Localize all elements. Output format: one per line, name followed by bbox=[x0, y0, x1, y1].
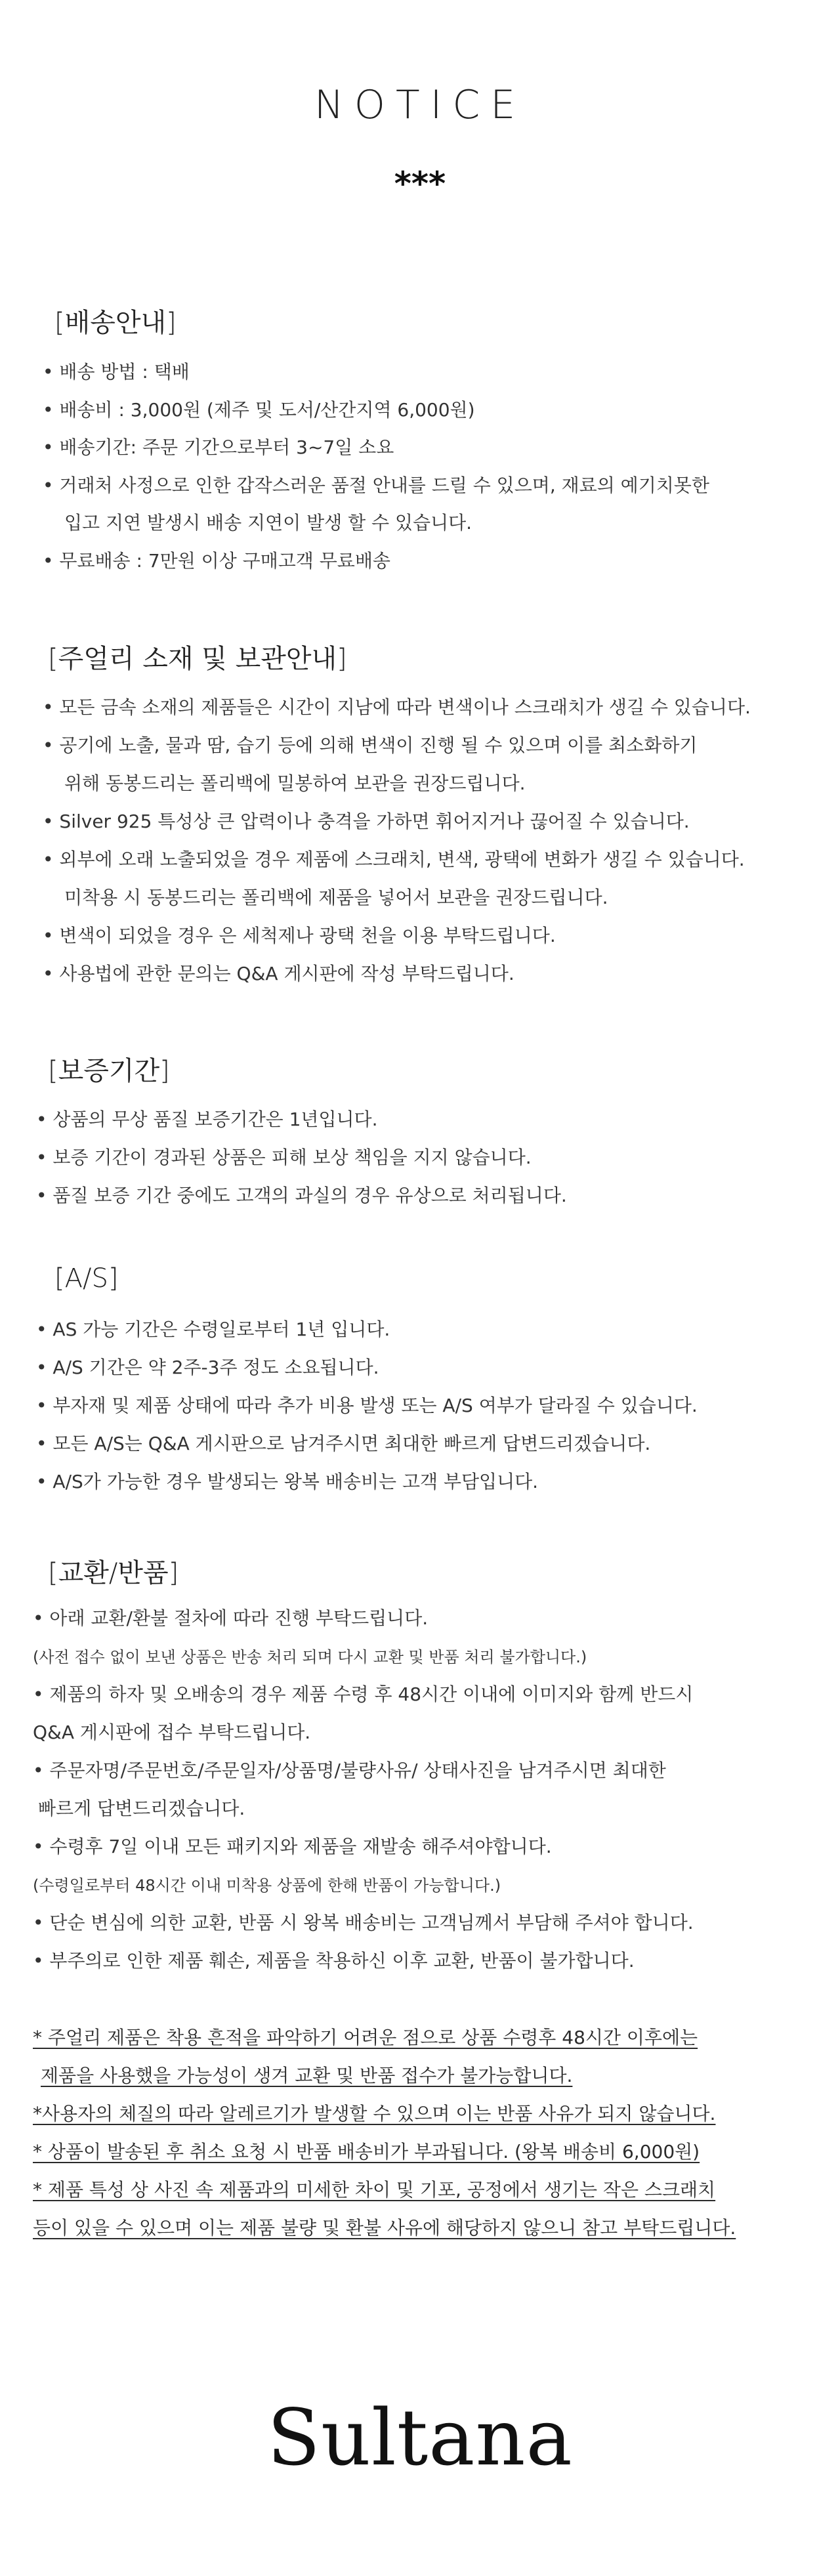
note-line: 제품을 사용했을 가능성이 생겨 교환 및 반품 접수가 불가능합니다. bbox=[41, 2065, 573, 2086]
note-line: 등이 있을 수 있으며 이는 제품 불량 및 환불 사유에 해당하지 않으니 참고 부탁드립니다. bbox=[33, 2217, 736, 2239]
list-item: • 배송기간: 주문 기간으로부터 3~7일 소요 bbox=[43, 436, 394, 458]
section-title-jewelry: [주얼리 소재 및 보관안내] bbox=[48, 644, 347, 674]
list-item: • Silver 925 특성상 큰 압력이나 충격을 가하면 휘어지거나 끊어질 수 있습니다. bbox=[43, 811, 690, 832]
list-item: • 모든 A/S는 Q&A 게시판으로 남겨주시면 최대한 빠르게 답변드리겠습니다. bbox=[36, 1433, 651, 1454]
list-item: • 보증 기간이 경과된 상품은 피해 보상 책임을 지지 않습니다. bbox=[36, 1147, 532, 1168]
list-item: Q&A 게시판에 접수 부탁드립니다. bbox=[33, 1721, 311, 1743]
list-item: • 제품의 하자 및 오배송의 경우 제품 수령 후 48시간 이내에 이미지와 함께 반드시 bbox=[33, 1683, 694, 1705]
list-item: • 배송 방법 : 택배 bbox=[43, 361, 190, 383]
list-item: • A/S 기간은 약 2주-3주 정도 소요됩니다. bbox=[36, 1357, 379, 1378]
list-item: 위해 동봉드리는 폴리백에 밀봉하여 보관을 권장드립니다. bbox=[64, 772, 526, 794]
list-item: • 공기에 노출, 물과 땀, 습기 등에 의해 변색이 진행 될 수 있으며 이를 최소화하기 bbox=[43, 734, 698, 756]
list-item: • 수령후 7일 이내 모든 패키지와 제품을 재발송 해주셔야합니다. bbox=[33, 1836, 552, 1857]
brand-logo: Sultana bbox=[267, 2392, 573, 2483]
list-item: 빠르게 답변드리겠습니다. bbox=[38, 1798, 245, 1819]
list-item: • AS 가능 기간은 수령일로부터 1년 입니다. bbox=[36, 1319, 390, 1340]
list-item: • 무료배송 : 7만원 이상 구매고객 무료배송 bbox=[43, 550, 390, 572]
list-item: • 부자재 및 제품 상태에 따라 추가 비용 발생 또는 A/S 여부가 달라질 수 있습니다. bbox=[36, 1395, 698, 1416]
list-item: • 외부에 오래 노출되었을 경우 제품에 스크래치, 변색, 광택에 변화가 생길 수 있습니다. bbox=[43, 849, 745, 870]
list-item: • A/S가 가능한 경우 발생되는 왕복 배송비는 고객 부담입니다. bbox=[36, 1471, 539, 1492]
list-item: • 모든 금속 소재의 제품들은 시간이 지남에 따라 변색이나 스크래치가 생길 수 있습니다. bbox=[43, 696, 751, 718]
section-title-warranty: [보증기간] bbox=[48, 1056, 170, 1086]
section-title-exchange: [교환/반품] bbox=[48, 1558, 179, 1588]
note-line: * 주얼리 제품은 착용 흔적을 파악하기 어려운 점으로 상품 수령후 48시간 이후에는 bbox=[33, 2027, 698, 2048]
list-item: 입고 지연 발생시 배송 지연이 발생 할 수 있습니다. bbox=[64, 512, 472, 534]
note-line: *사용자의 체질의 따라 알레르기가 발생할 수 있으며 이는 반품 사유가 되지 않습니다. bbox=[33, 2103, 716, 2124]
list-item: • 사용법에 관한 문의는 Q&A 게시판에 작성 부탁드립니다. bbox=[43, 963, 514, 984]
decorative-stars: *** bbox=[394, 165, 446, 203]
list-item: • 거래처 사정으로 인한 갑작스러운 품절 안내를 드릴 수 있으며, 재료의 예기치못한 bbox=[43, 475, 709, 496]
list-item: • 부주의로 인한 제품 훼손, 제품을 착용하신 이후 교환, 반품이 불가합니다. bbox=[33, 1950, 635, 1972]
list-item: 미착용 시 동봉드리는 폴리백에 제품을 넣어서 보관을 권장드립니다. bbox=[64, 887, 608, 908]
list-item: (사전 접수 없이 보낸 상품은 반송 처리 되며 다시 교환 및 반품 처리 불가합니다.) bbox=[33, 1648, 587, 1666]
note-line: * 상품이 발송된 후 취소 요청 시 반품 배송비가 부과됩니다. (왕복 배송비 6,000원) bbox=[33, 2141, 700, 2163]
list-item: • 품질 보증 기간 중에도 고객의 과실의 경우 유상으로 처리됩니다. bbox=[36, 1185, 567, 1206]
note-line: * 제품 특성 상 사진 속 제품과의 미세한 차이 및 기포, 공정에서 생기는 작은 스크래치 bbox=[33, 2179, 716, 2201]
list-item: (수령일로부터 48시간 이내 미착용 상품에 한해 반품이 가능합니다.) bbox=[33, 1876, 501, 1895]
list-item: • 단순 변심에 의한 교환, 반품 시 왕복 배송비는 고객님께서 부담해 주셔야 합니다. bbox=[33, 1912, 694, 1933]
page-title: NOTICE bbox=[314, 82, 526, 128]
list-item: • 상품의 무상 품질 보증기간은 1년입니다. bbox=[36, 1109, 378, 1130]
section-title-as: [A/S] bbox=[54, 1263, 119, 1294]
section-title-delivery: [배송안내] bbox=[54, 308, 177, 338]
list-item: • 변색이 되었을 경우 은 세척제나 광택 천을 이용 부탁드립니다. bbox=[43, 925, 556, 946]
list-item: • 주문자명/주문번호/주문일자/상품명/불량사유/ 상태사진을 남겨주시면 최대한 bbox=[33, 1760, 666, 1781]
list-item: • 배송비 : 3,000원 (제주 및 도서/산간지역 6,000원) bbox=[43, 399, 475, 421]
list-item: • 아래 교환/환불 절차에 따라 진행 부탁드립니다. bbox=[33, 1607, 429, 1629]
